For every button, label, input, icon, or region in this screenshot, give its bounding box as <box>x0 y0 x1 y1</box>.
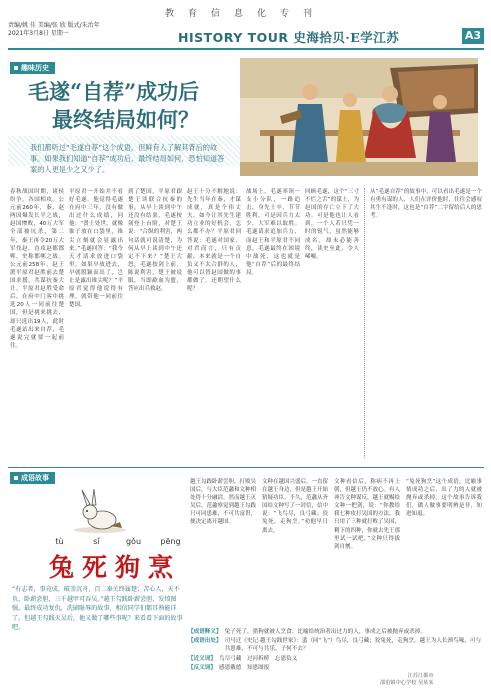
section-tag-idiom: 成语故事 <box>10 472 55 484</box>
history-column-2: 平原君一开始并不看好毛遂，他觉得毛遂在府中三年，没有做出过什么成绩，问他：“贤士处世，就像锥子放在口袋里，锥尖立刻就会显露出来。”毛遂回答：“我今天才请求放进口袋里。如果早放进去，早就脱颖而出了，岂止是露出锥尖呢？”平原君觉得他说得有理，就带他一同前往楚国。 <box>69 189 123 309</box>
pinyin-4: pēng <box>160 537 181 546</box>
masthead-meta <box>8 22 100 38</box>
pinyin-3: gǒu <box>125 537 142 546</box>
painting-illustration <box>240 58 478 176</box>
history-column-5: 战场上，毛遂率领一支小分队，一路追击，身先士卒，节节胜利，可是因兵力太少，大军难以取胜。毛遂请求追加兵力，而赵王和平原君不同意，毛遂最终在困境中战死，这也就是他“自荐”后的最终结局。 <box>246 189 300 276</box>
history-column-1: 春秋战国时期，诸侯纷争，各国相攻。公元前260年，秦、赵两国爆发长平之战，赵国惨败，40万大军全部被坑杀，第二年，秦王再令20万大军伐赵，直攻赵都邯郸，史称邯郸之战。公元前258年，赵王派平原君赵胜前去楚国求援，共谋抗秦大计。平原君赵胜受命后，在府中门客中挑选20人一同前往楚国，但是挑来挑去，却只选出19人，此时毛遂站出来自荐，毛遂说完就要一起前往。 <box>10 189 64 349</box>
history-column-6: 回顾毛遂，这个“三寸不烂之舌”的谋士，为赵国的存亡立下了大功。可是他也让人看到，一个人若只凭一时的锐气，虽然能够成名，却未必能善终，读史至此，令人唏嘘。 <box>305 189 359 260</box>
headline <box>28 78 228 134</box>
note-label: 【成语出处】 <box>188 638 222 645</box>
page-number-badge: A3 <box>462 28 484 44</box>
editor-line: 责编/姚 佳 美编/张 欣 版式/朱治年 <box>8 22 100 29</box>
idiom-pinyin <box>40 537 190 546</box>
idiom-intro-quote: “有志者，事竟成，破釜沉舟，百二秦关终属楚；苦心人，天不负，卧薪尝胆，三千越甲可吞吴。”越王勾践卧薪尝胆，发愤图强，最终成功复仇，洗刷耻辱的故事，相信同学们都耳熟能详了。但越王勾践灭吴后，他又做了哪些事呢？来看看下面的故事吧。 <box>12 586 183 632</box>
header-rule <box>8 48 484 50</box>
section-title: 教育信息化专刊 <box>164 9 326 19</box>
headline-line-1: 毛遂“自荐”成功后 <box>28 79 200 104</box>
column-divider <box>364 188 365 458</box>
note-meaning <box>188 628 486 636</box>
pinyin-1: tù <box>55 537 64 546</box>
note-text: 司马迁《史记·越王勾践世家》：蜚（同“飞”）鸟尽，良弓藏；狡兔死，走狗烹。越王为人长颈鸟喙，可与共患难，不可与共乐。子何不去？ <box>224 638 482 653</box>
note-text: 兔子死了，猎狗就被人烹食。比喻给统治者出过力的人，事成之后被抛弃或杀掉。 <box>224 629 426 635</box>
note-text: 鸟尽弓藏 过河拆桥 忘恩负义 <box>218 655 298 662</box>
history-column-7: 从“毛遂自荐”的故事中，可以看出毛遂是一个有勇有谋的人，人们在评价他时，往往会感叹其生不逢时，这也是“自荐”二字留给后人的思考。 <box>370 189 482 220</box>
date-line: 2021年3月8日 星期一 <box>8 30 69 37</box>
historical-painting <box>240 58 478 176</box>
note-antonyms <box>188 664 486 672</box>
section-divider <box>8 467 484 468</box>
pinyin-2: sǐ <box>93 537 100 546</box>
idiom-column-2: 文种在越国兴盛后，一直留在越王身边，但是越王开始猜疑功臣。不久，范蠡从齐国给文种写了一封信，信中说：“飞鸟尽，良弓藏；狡兔死，走狗烹。”劝他早日离去。 <box>262 479 328 534</box>
idiom-column-1: 越王勾践卧薪尝胆，打败吴国后，与大臣范蠡和文种相处得十分融洽。然而越王灭吴后，范蠡察觉到越王勾践只可同患难，不可共富贵，便决定离开越国。 <box>190 479 256 526</box>
note-label: 【成语释义】 <box>188 629 222 635</box>
column-title <box>178 28 399 46</box>
rabbit-illustration <box>70 486 130 534</box>
idiom-title: 兔死狗烹 <box>48 553 181 582</box>
idiom-column-4: “兔死狗烹”这个成语，比喻事情成功之后，出了力的人就被抛弃或杀掉。这个故事告诉我们，做人做事要明辨是非，知进知退。 <box>406 479 482 518</box>
idiom-column-3: 文种看信后，称病不再上朝，但越王仍不放心。有人诬告文种谋反，越王就赐给文种一把剑，说：“你教给我七种攻打吴国的方法，我只用了三种就打败了吴国，剩下的四种，你就去先王那里试一试吧。”文种只得拔剑自刎。 <box>334 479 400 550</box>
note-synonyms <box>188 655 486 663</box>
idiom-notes <box>188 628 486 673</box>
headline-line-2: 最终结局如何？ <box>52 107 199 132</box>
note-text: 感恩戴德 知恩图报 <box>218 664 270 671</box>
rabbit-drawing <box>70 486 130 534</box>
section-tag-history: 趣味历史 <box>10 62 55 74</box>
history-column-4: 赵王十分不解地说：先生当年在秦，才谋成就，真是个伟丈夫。如今让其先生建功立业的好机会，怎么都不办？平原君回答说：毛遂对国家，对君而言，只有贡献，本来就是一个自负又不太合群的人，他可以替赵国做的事都做了，还期望什么呢？ <box>187 189 241 293</box>
lead-paragraph: 我们都听过“毛遂自荐”这个成语，但鲜有人了解其背后的故事。如果我们知道“自荐”成功后，最终结局如何，恐怕知道答案的人更是少之又少了。 <box>30 143 225 174</box>
note-label: 【反义词】 <box>188 664 216 671</box>
note-source <box>188 637 486 653</box>
column-title-en: HISTORY TOUR <box>178 30 289 45</box>
note-label: 【近义词】 <box>188 655 216 662</box>
history-column-3: 到了楚国，平原君跟楚王谈联合抗秦的事，从早上谈到中午还没有结果，毛遂按剑登上台阶，对楚王说：“合纵的利害，两句话就可说清楚，为何从早上谈到中午还定不下来？”楚王大怒，毛遂按剑上前，陈说利害，楚王被说服，当即歃血为盟，答应出兵救赵。 <box>128 189 182 293</box>
author-credit: 江苏江都市 邵伯镇中心学校 吴某某 <box>380 673 434 686</box>
column-title-cn: 史海拾贝·E学江苏 <box>293 30 400 45</box>
